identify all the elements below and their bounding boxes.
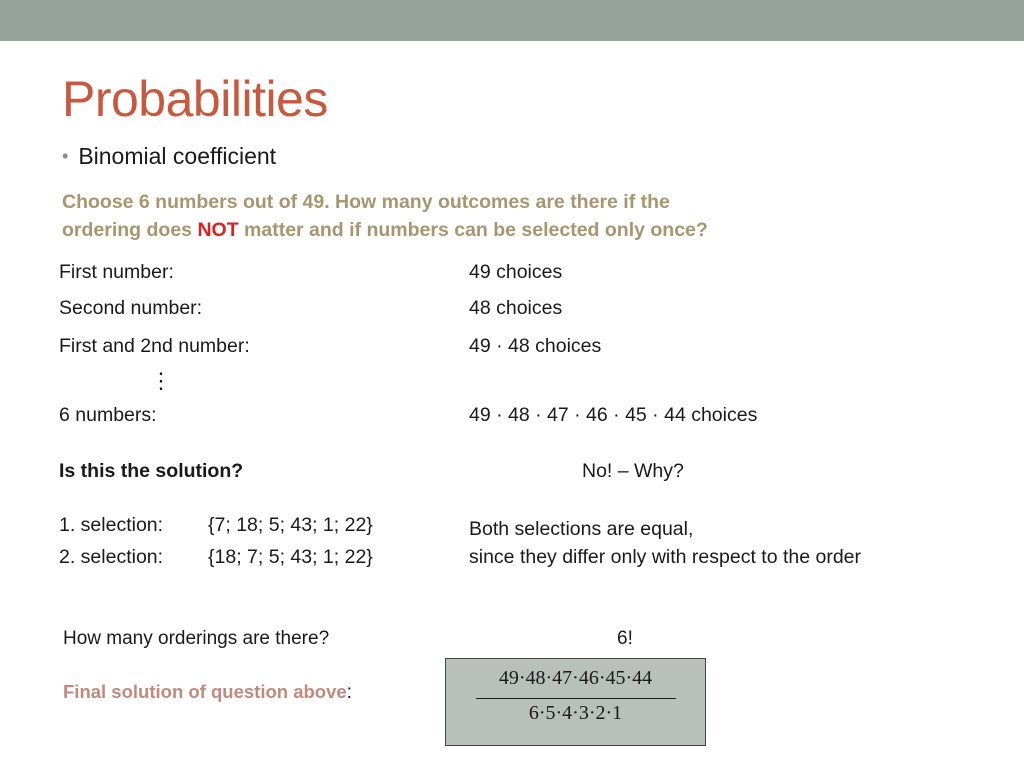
selection-2-label: 2. selection: xyxy=(59,546,164,568)
orderings-question: How many orderings are there? xyxy=(63,628,330,649)
question-highlight: NOT xyxy=(197,219,239,241)
orderings-answer: 6! xyxy=(617,628,633,649)
selection-1-label: 1. selection: xyxy=(59,514,164,536)
step-label-second: Second number: xyxy=(59,297,203,319)
final-solution-colon: : xyxy=(346,681,353,703)
bullet-dot-icon: • xyxy=(62,146,69,166)
top-banner xyxy=(0,0,1024,41)
explanation-line-1: Both selections are equal, xyxy=(469,518,694,540)
selection-1-set: {7; 18; 5; 43; 1; 22} xyxy=(208,514,373,536)
question-text xyxy=(62,188,708,244)
step-value-first: 49 choices xyxy=(469,261,563,283)
step-label-six: 6 numbers: xyxy=(59,404,157,426)
solution-question: Is this the solution? xyxy=(59,460,244,482)
step-value-six: 49 · 48 · 47 · 46 · 45 · 44 choices xyxy=(469,404,758,426)
formula-numerator: 49·48·47·46·45·44 xyxy=(498,667,653,689)
final-solution-text: Final solution of question above xyxy=(63,681,347,702)
solution-answer: No! – Why? xyxy=(582,460,684,482)
step-label-first-and-second: First and 2nd number: xyxy=(59,335,250,357)
formula-denominator: 6·5·4·3·2·1 xyxy=(528,702,623,724)
bullet-text: Binomial coefficient xyxy=(78,143,277,169)
step-value-first-and-second: 49 · 48 choices xyxy=(469,335,602,357)
final-solution-label xyxy=(63,681,352,704)
question-line-2-start: ordering does xyxy=(62,219,198,241)
question-line-2-end: matter and if numbers can be selected only once? xyxy=(238,219,708,241)
explanation-line-2: since they differ only with respect to the order xyxy=(469,546,862,568)
bullet-item xyxy=(62,143,276,170)
vertical-ellipsis: ⋮ xyxy=(150,368,172,393)
question-line-1: Choose 6 numbers out of 49. How many outcomes are there if the xyxy=(62,191,670,213)
fraction-bar xyxy=(476,698,676,699)
question-line-2 xyxy=(62,216,708,244)
step-value-second: 48 choices xyxy=(469,297,563,319)
slide-title: Probabilities xyxy=(62,71,328,127)
selection-2-set: {18; 7; 5; 43; 1; 22} xyxy=(208,546,373,568)
formula-box xyxy=(445,658,706,746)
step-label-first: First number: xyxy=(59,261,174,283)
